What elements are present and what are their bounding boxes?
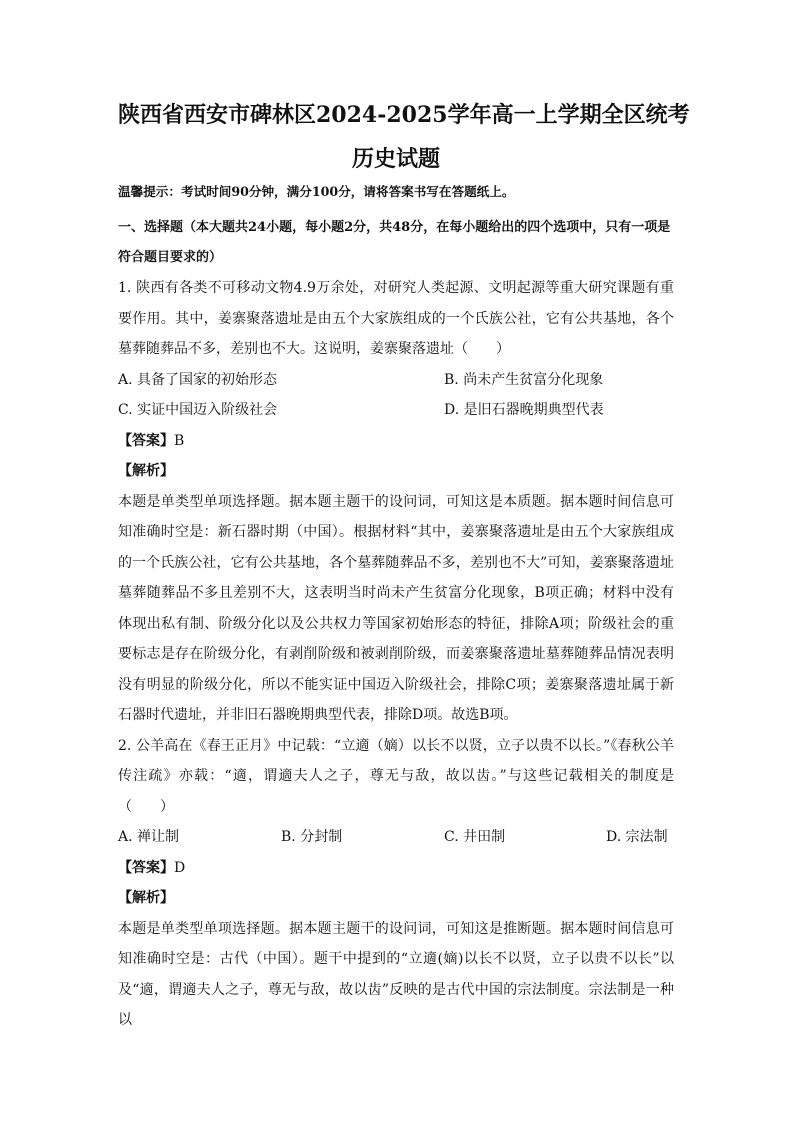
- answer-label: 【答案】: [118, 859, 174, 876]
- question-2-option-c: C. 井田制: [444, 829, 506, 845]
- question-1-option-d: D. 是旧石器晚期典型代表: [444, 402, 604, 418]
- exam-tip: 温馨提示：考试时间90分钟，满分100分，请将答案书写在答题纸上。: [118, 184, 515, 199]
- question-1-stem: 1. 陕西有各类不可移动文物4.9万余处，对研究人类起源、文明起源等重大研究课题有重要作用。其中，姜寨聚落遗址是由五个大家族组成的一个氏族公社，它有公共基地，各个墓葬随葬品不多，差别也不大。这说明，姜寨聚落遗址（ ）: [118, 280, 674, 357]
- question-2-option-d: D. 宗法制: [606, 829, 668, 845]
- question-2-answer: [118, 853, 674, 884]
- answer-label: 【答案】: [118, 432, 174, 449]
- answer-value: D: [174, 859, 186, 876]
- question-2-analysis: 本题是单类型单项选择题。据本题主题干的设问词，可知这是推断题。据本题时间信息可知准确时空是：古代（中国）。题干中提到的“立適(嫡)以长不以贤，立子以贵不以长”以及“適，谓適夫人之子，尊无与敌，故以齿”反映的是古代中国的宗法制度。宗法制是一种以: [118, 920, 674, 1028]
- question-1-options-row1: [118, 365, 674, 396]
- question-1-option-b: B. 尚未产生贫富分化现象: [444, 371, 604, 388]
- question-1-options-row2: [118, 395, 674, 426]
- question-2-stem: 2. 公羊高在《春王正月》中记载：“立適（嫡）以长不以贤，立子以贵不以长。”《春秋公羊传注疏》亦载：“適，谓適夫人之子，尊无与敌，故以齿。”与这些记载相关的制度是（ ）: [118, 737, 674, 815]
- question-1-analysis-label: [118, 456, 674, 487]
- question-1-answer: [118, 426, 674, 457]
- exam-subject-title: 历史试题: [351, 146, 440, 172]
- question-1-option-a: A. 具备了国家的初始形态: [118, 371, 278, 388]
- exam-page: [118, 92, 690, 1036]
- question-2-options-row: [118, 822, 674, 853]
- analysis-label: 【解析】: [118, 463, 174, 479]
- question-2-option-a: A. 禅让制: [118, 829, 180, 845]
- answer-value: B: [174, 432, 185, 449]
- question-2-option-b: B. 分封制: [281, 829, 343, 845]
- question-2-analysis-label: [118, 883, 674, 914]
- question-1-analysis: 本题是单类型单项选择题。据本题主题干的设问词，可知这是本质题。据本题时间信息可知准确时空是：新石器时期（中国）。根据材料“其中，姜寨聚落遗址是由五个大家族组成的一个氏族公社，它有公共基地，各个墓葬随葬品不多，差别也不大”可知，姜寨聚落遗址墓葬随葬品不多且差别不大，这表明当时尚未产生贫富分化现象，B项正确；材料中没有体现出私有制、阶级分化以及公共权力等国家初始形态的特征，排除A项；阶级社会的重要标志是存在阶级分化，有剥削阶级和被剥削阶级，而姜寨聚落遗址墓葬随葬品情况表明没有明显的阶级分化，所以不能实证中国迈入阶级社会，排除C项；姜寨聚落遗址属于新石器时代遗址，并非旧石器晚期典型代表，排除D项。故选B项。: [118, 493, 674, 723]
- analysis-label: 【解析】: [118, 890, 174, 906]
- exam-title: 陕西省西安市碑林区2024-2025学年高一上学期全区统考: [118, 102, 690, 128]
- section-heading: 一、选择题（本大题共24小题，每小题2分，共48分，在每小题给出的四个选项中，只有一项是符合题目要求的）: [118, 220, 671, 265]
- question-1-option-c: C. 实证中国迈入阶级社会: [118, 402, 278, 418]
